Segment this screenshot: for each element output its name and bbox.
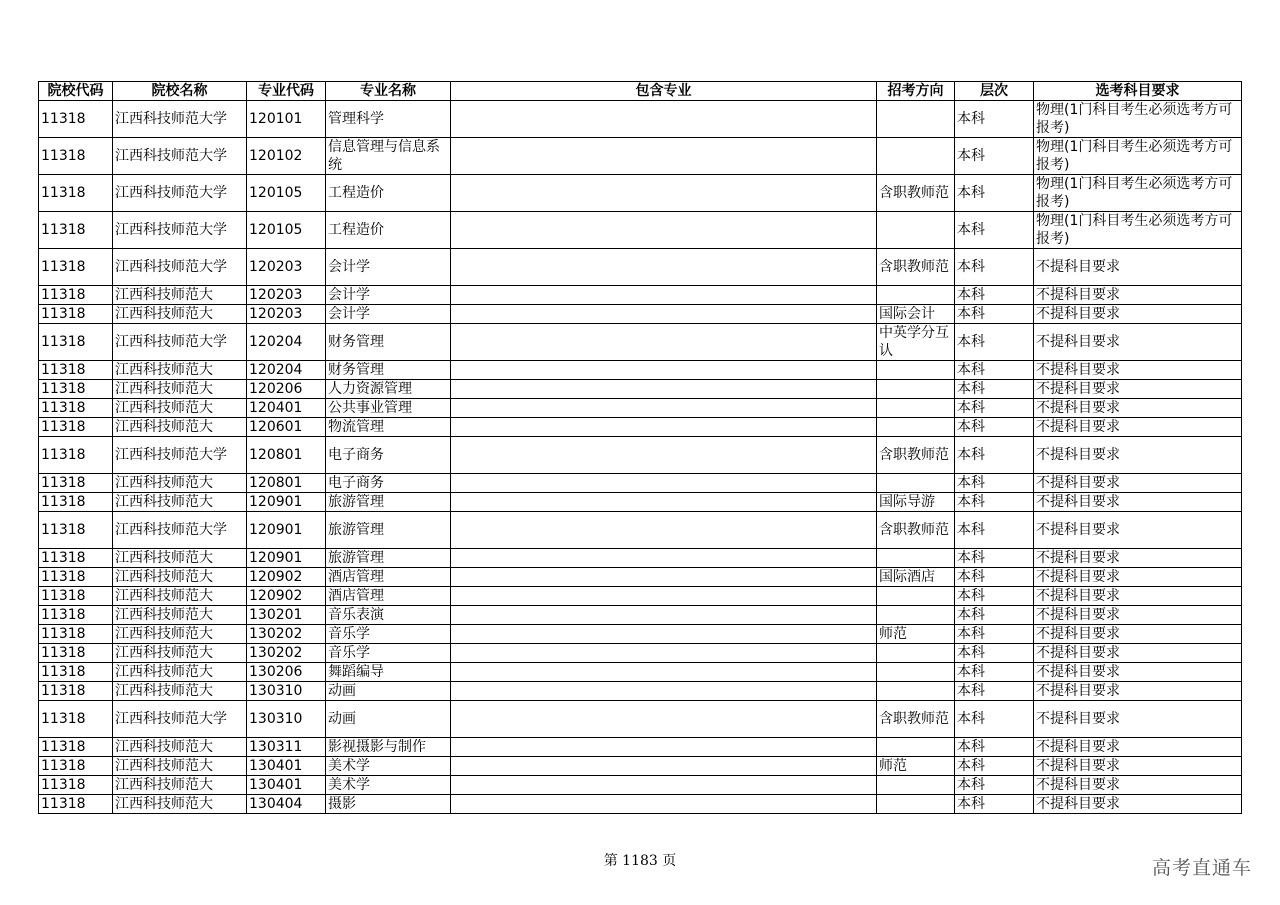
cell-major-code: 120902 <box>247 587 326 606</box>
table-row <box>39 682 1242 701</box>
cell-major-name: 旅游管理 <box>326 493 451 512</box>
cell-school-code: 11318 <box>39 380 113 399</box>
cell-school-name: 江西科技师范大学 <box>113 701 247 738</box>
cell-school-name: 江西科技师范大 <box>113 795 247 814</box>
cell-major-name: 旅游管理 <box>326 512 451 549</box>
table-row <box>39 587 1242 606</box>
cell-included-majors <box>451 380 877 399</box>
page-number: 第 1183 页 <box>603 853 677 869</box>
table-row <box>39 437 1242 474</box>
cell-level: 本科 <box>955 474 1034 493</box>
cell-school-name: 江西科技师范大 <box>113 738 247 757</box>
cell-school-code: 11318 <box>39 286 113 305</box>
cell-major-name: 人力资源管理 <box>326 380 451 399</box>
header-major-name: 专业名称 <box>326 82 451 101</box>
cell-admission-direction <box>877 663 955 682</box>
cell-admission-direction: 国际酒店 <box>877 568 955 587</box>
cell-subject-requirement: 不提科目要求 <box>1034 380 1242 399</box>
cell-level: 本科 <box>955 568 1034 587</box>
cell-included-majors <box>451 418 877 437</box>
cell-subject-requirement: 不提科目要求 <box>1034 776 1242 795</box>
cell-admission-direction <box>877 795 955 814</box>
cell-subject-requirement: 不提科目要求 <box>1034 663 1242 682</box>
table-row <box>39 606 1242 625</box>
table-row <box>39 361 1242 380</box>
cell-subject-requirement: 不提科目要求 <box>1034 606 1242 625</box>
table-row <box>39 249 1242 286</box>
cell-included-majors <box>451 776 877 795</box>
cell-school-name: 江西科技师范大 <box>113 418 247 437</box>
cell-admission-direction <box>877 474 955 493</box>
cell-included-majors <box>451 682 877 701</box>
cell-subject-requirement: 不提科目要求 <box>1034 286 1242 305</box>
cell-subject-requirement: 不提科目要求 <box>1034 249 1242 286</box>
cell-subject-requirement: 不提科目要求 <box>1034 399 1242 418</box>
cell-major-name: 电子商务 <box>326 474 451 493</box>
cell-included-majors <box>451 138 877 175</box>
cell-major-code: 120901 <box>247 493 326 512</box>
cell-school-code: 11318 <box>39 493 113 512</box>
cell-subject-requirement: 不提科目要求 <box>1034 418 1242 437</box>
table-row <box>39 212 1242 249</box>
cell-admission-direction: 含职教师范 <box>877 512 955 549</box>
cell-major-code: 130404 <box>247 795 326 814</box>
cell-major-code: 120204 <box>247 324 326 361</box>
table-row <box>39 795 1242 814</box>
cell-admission-direction: 中英学分互认 <box>877 324 955 361</box>
cell-admission-direction <box>877 212 955 249</box>
cell-major-name: 酒店管理 <box>326 587 451 606</box>
table-row <box>39 286 1242 305</box>
cell-subject-requirement: 物理(1门科目考生必须选考方可报考) <box>1034 212 1242 249</box>
header-included-majors: 包含专业 <box>451 82 877 101</box>
cell-school-code: 11318 <box>39 549 113 568</box>
cell-major-code: 130201 <box>247 606 326 625</box>
cell-major-code: 130311 <box>247 738 326 757</box>
table-row <box>39 701 1242 738</box>
cell-major-code: 120901 <box>247 549 326 568</box>
cell-admission-direction: 含职教师范 <box>877 175 955 212</box>
cell-subject-requirement: 不提科目要求 <box>1034 324 1242 361</box>
cell-level: 本科 <box>955 286 1034 305</box>
table-row <box>39 474 1242 493</box>
cell-level: 本科 <box>955 175 1034 212</box>
cell-major-code: 120203 <box>247 305 326 324</box>
cell-major-code: 120101 <box>247 101 326 138</box>
cell-admission-direction <box>877 138 955 175</box>
cell-level: 本科 <box>955 418 1034 437</box>
cell-school-name: 江西科技师范大 <box>113 474 247 493</box>
cell-included-majors <box>451 795 877 814</box>
cell-subject-requirement: 不提科目要求 <box>1034 437 1242 474</box>
cell-included-majors <box>451 249 877 286</box>
cell-major-code: 120206 <box>247 380 326 399</box>
cell-school-code: 11318 <box>39 399 113 418</box>
cell-major-name: 音乐表演 <box>326 606 451 625</box>
cell-included-majors <box>451 701 877 738</box>
cell-major-code: 130206 <box>247 663 326 682</box>
cell-subject-requirement: 不提科目要求 <box>1034 568 1242 587</box>
cell-major-name: 物流管理 <box>326 418 451 437</box>
cell-admission-direction <box>877 549 955 568</box>
cell-major-code: 120401 <box>247 399 326 418</box>
cell-major-name: 公共事业管理 <box>326 399 451 418</box>
cell-included-majors <box>451 512 877 549</box>
cell-major-name: 酒店管理 <box>326 568 451 587</box>
cell-school-code: 11318 <box>39 701 113 738</box>
cell-school-name: 江西科技师范大 <box>113 568 247 587</box>
cell-level: 本科 <box>955 757 1034 776</box>
table-row <box>39 175 1242 212</box>
table-row <box>39 380 1242 399</box>
header-admission-direction: 招考方向 <box>877 82 955 101</box>
table-row <box>39 101 1242 138</box>
header-school-code: 院校代码 <box>39 82 113 101</box>
header-major-code: 专业代码 <box>247 82 326 101</box>
cell-admission-direction: 师范 <box>877 757 955 776</box>
table-row <box>39 399 1242 418</box>
cell-school-code: 11318 <box>39 738 113 757</box>
cell-subject-requirement: 不提科目要求 <box>1034 625 1242 644</box>
cell-level: 本科 <box>955 625 1034 644</box>
cell-school-code: 11318 <box>39 249 113 286</box>
cell-school-code: 11318 <box>39 474 113 493</box>
cell-school-name: 江西科技师范大 <box>113 663 247 682</box>
cell-major-name: 会计学 <box>326 305 451 324</box>
table-row <box>39 305 1242 324</box>
cell-admission-direction: 师范 <box>877 625 955 644</box>
cell-level: 本科 <box>955 212 1034 249</box>
cell-school-code: 11318 <box>39 138 113 175</box>
cell-major-code: 130310 <box>247 701 326 738</box>
cell-subject-requirement: 不提科目要求 <box>1034 644 1242 663</box>
cell-school-name: 江西科技师范大 <box>113 644 247 663</box>
cell-school-name: 江西科技师范大 <box>113 682 247 701</box>
cell-major-name: 工程造价 <box>326 175 451 212</box>
cell-level: 本科 <box>955 738 1034 757</box>
watermark: 高考直通车 <box>1151 857 1252 879</box>
cell-school-name: 江西科技师范大 <box>113 776 247 795</box>
cell-admission-direction <box>877 587 955 606</box>
table-header-row <box>39 82 1242 101</box>
cell-school-code: 11318 <box>39 437 113 474</box>
cell-major-code: 120801 <box>247 474 326 493</box>
cell-school-code: 11318 <box>39 663 113 682</box>
cell-level: 本科 <box>955 644 1034 663</box>
cell-level: 本科 <box>955 249 1034 286</box>
cell-admission-direction <box>877 606 955 625</box>
header-subject-requirement: 选考科目要求 <box>1034 82 1242 101</box>
cell-admission-direction <box>877 738 955 757</box>
cell-level: 本科 <box>955 701 1034 738</box>
cell-major-name: 动画 <box>326 682 451 701</box>
cell-school-name: 江西科技师范大 <box>113 757 247 776</box>
cell-included-majors <box>451 493 877 512</box>
cell-level: 本科 <box>955 138 1034 175</box>
cell-admission-direction <box>877 682 955 701</box>
cell-major-name: 会计学 <box>326 249 451 286</box>
table-row <box>39 493 1242 512</box>
cell-subject-requirement: 不提科目要求 <box>1034 549 1242 568</box>
cell-school-code: 11318 <box>39 757 113 776</box>
table-row <box>39 138 1242 175</box>
cell-school-code: 11318 <box>39 418 113 437</box>
cell-included-majors <box>451 101 877 138</box>
cell-subject-requirement: 不提科目要求 <box>1034 738 1242 757</box>
cell-major-code: 130202 <box>247 625 326 644</box>
cell-admission-direction: 含职教师范 <box>877 701 955 738</box>
cell-major-name: 美术学 <box>326 757 451 776</box>
cell-level: 本科 <box>955 682 1034 701</box>
cell-school-name: 江西科技师范大 <box>113 625 247 644</box>
cell-subject-requirement: 物理(1门科目考生必须选考方可报考) <box>1034 101 1242 138</box>
table-row <box>39 418 1242 437</box>
cell-major-code: 120102 <box>247 138 326 175</box>
cell-school-name: 江西科技师范大 <box>113 286 247 305</box>
cell-admission-direction: 国际导游 <box>877 493 955 512</box>
cell-school-name: 江西科技师范大学 <box>113 101 247 138</box>
cell-included-majors <box>451 606 877 625</box>
table-row <box>39 738 1242 757</box>
cell-admission-direction <box>877 418 955 437</box>
cell-school-name: 江西科技师范大 <box>113 361 247 380</box>
cell-school-name: 江西科技师范大 <box>113 493 247 512</box>
cell-school-name: 江西科技师范大 <box>113 399 247 418</box>
cell-included-majors <box>451 757 877 776</box>
cell-school-name: 江西科技师范大 <box>113 606 247 625</box>
cell-included-majors <box>451 587 877 606</box>
cell-level: 本科 <box>955 101 1034 138</box>
cell-major-code: 120203 <box>247 249 326 286</box>
cell-included-majors <box>451 175 877 212</box>
cell-school-code: 11318 <box>39 305 113 324</box>
cell-admission-direction <box>877 101 955 138</box>
cell-included-majors <box>451 663 877 682</box>
table-row <box>39 568 1242 587</box>
cell-included-majors <box>451 361 877 380</box>
cell-level: 本科 <box>955 795 1034 814</box>
cell-school-code: 11318 <box>39 324 113 361</box>
cell-included-majors <box>451 399 877 418</box>
cell-level: 本科 <box>955 606 1034 625</box>
table-row <box>39 512 1242 549</box>
cell-school-code: 11318 <box>39 101 113 138</box>
cell-school-name: 江西科技师范大学 <box>113 437 247 474</box>
cell-major-name: 工程造价 <box>326 212 451 249</box>
cell-school-code: 11318 <box>39 587 113 606</box>
cell-major-code: 130310 <box>247 682 326 701</box>
cell-level: 本科 <box>955 587 1034 606</box>
cell-school-name: 江西科技师范大 <box>113 305 247 324</box>
cell-included-majors <box>451 324 877 361</box>
cell-major-code: 130401 <box>247 776 326 795</box>
cell-admission-direction: 国际会计 <box>877 305 955 324</box>
cell-school-code: 11318 <box>39 682 113 701</box>
cell-subject-requirement: 不提科目要求 <box>1034 757 1242 776</box>
cell-school-code: 11318 <box>39 361 113 380</box>
cell-school-name: 江西科技师范大 <box>113 549 247 568</box>
cell-admission-direction <box>877 644 955 663</box>
cell-school-name: 江西科技师范大 <box>113 380 247 399</box>
cell-major-code: 120801 <box>247 437 326 474</box>
cell-major-name: 影视摄影与制作 <box>326 738 451 757</box>
cell-admission-direction: 含职教师范 <box>877 437 955 474</box>
cell-level: 本科 <box>955 380 1034 399</box>
cell-admission-direction <box>877 380 955 399</box>
cell-subject-requirement: 不提科目要求 <box>1034 493 1242 512</box>
table-row <box>39 757 1242 776</box>
cell-admission-direction <box>877 361 955 380</box>
table-row <box>39 324 1242 361</box>
cell-subject-requirement: 不提科目要求 <box>1034 512 1242 549</box>
cell-school-name: 江西科技师范大学 <box>113 138 247 175</box>
cell-admission-direction <box>877 286 955 305</box>
cell-school-name: 江西科技师范大 <box>113 587 247 606</box>
cell-level: 本科 <box>955 776 1034 795</box>
cell-major-code: 120204 <box>247 361 326 380</box>
cell-school-name: 江西科技师范大学 <box>113 249 247 286</box>
cell-admission-direction <box>877 399 955 418</box>
cell-level: 本科 <box>955 549 1034 568</box>
cell-admission-direction <box>877 776 955 795</box>
cell-major-code: 120601 <box>247 418 326 437</box>
cell-subject-requirement: 不提科目要求 <box>1034 361 1242 380</box>
cell-school-name: 江西科技师范大学 <box>113 212 247 249</box>
cell-subject-requirement: 不提科目要求 <box>1034 474 1242 493</box>
table-body <box>39 101 1242 814</box>
cell-included-majors <box>451 474 877 493</box>
cell-major-name: 音乐学 <box>326 644 451 663</box>
cell-included-majors <box>451 644 877 663</box>
cell-major-name: 旅游管理 <box>326 549 451 568</box>
cell-included-majors <box>451 568 877 587</box>
cell-major-code: 120105 <box>247 175 326 212</box>
cell-school-name: 江西科技师范大学 <box>113 324 247 361</box>
cell-subject-requirement: 不提科目要求 <box>1034 701 1242 738</box>
cell-major-name: 电子商务 <box>326 437 451 474</box>
cell-school-name: 江西科技师范大学 <box>113 512 247 549</box>
cell-included-majors <box>451 738 877 757</box>
cell-level: 本科 <box>955 493 1034 512</box>
cell-major-code: 120901 <box>247 512 326 549</box>
cell-level: 本科 <box>955 399 1034 418</box>
table-row <box>39 549 1242 568</box>
cell-subject-requirement: 不提科目要求 <box>1034 305 1242 324</box>
cell-school-code: 11318 <box>39 644 113 663</box>
cell-school-code: 11318 <box>39 795 113 814</box>
table-row <box>39 625 1242 644</box>
cell-major-code: 130401 <box>247 757 326 776</box>
cell-subject-requirement: 不提科目要求 <box>1034 682 1242 701</box>
cell-major-name: 财务管理 <box>326 361 451 380</box>
cell-included-majors <box>451 437 877 474</box>
cell-included-majors <box>451 305 877 324</box>
cell-included-majors <box>451 212 877 249</box>
cell-level: 本科 <box>955 512 1034 549</box>
header-level: 层次 <box>955 82 1034 101</box>
cell-major-code: 130202 <box>247 644 326 663</box>
admissions-table <box>38 81 1242 814</box>
table-row <box>39 663 1242 682</box>
cell-included-majors <box>451 625 877 644</box>
table-row <box>39 644 1242 663</box>
cell-included-majors <box>451 549 877 568</box>
cell-school-code: 11318 <box>39 568 113 587</box>
cell-subject-requirement: 物理(1门科目考生必须选考方可报考) <box>1034 138 1242 175</box>
cell-major-name: 信息管理与信息系统 <box>326 138 451 175</box>
cell-subject-requirement: 物理(1门科目考生必须选考方可报考) <box>1034 175 1242 212</box>
cell-level: 本科 <box>955 305 1034 324</box>
cell-included-majors <box>451 286 877 305</box>
header-school-name: 院校名称 <box>113 82 247 101</box>
cell-major-name: 财务管理 <box>326 324 451 361</box>
cell-school-code: 11318 <box>39 175 113 212</box>
cell-major-name: 管理科学 <box>326 101 451 138</box>
cell-subject-requirement: 不提科目要求 <box>1034 795 1242 814</box>
cell-school-code: 11318 <box>39 625 113 644</box>
cell-major-name: 美术学 <box>326 776 451 795</box>
cell-school-code: 11318 <box>39 776 113 795</box>
cell-major-name: 舞蹈编导 <box>326 663 451 682</box>
cell-subject-requirement: 不提科目要求 <box>1034 587 1242 606</box>
cell-school-code: 11318 <box>39 212 113 249</box>
cell-level: 本科 <box>955 324 1034 361</box>
table-row <box>39 776 1242 795</box>
cell-major-code: 120902 <box>247 568 326 587</box>
cell-major-name: 音乐学 <box>326 625 451 644</box>
cell-major-name: 摄影 <box>326 795 451 814</box>
cell-major-name: 动画 <box>326 701 451 738</box>
cell-major-name: 会计学 <box>326 286 451 305</box>
cell-level: 本科 <box>955 663 1034 682</box>
cell-admission-direction: 含职教师范 <box>877 249 955 286</box>
cell-major-code: 120203 <box>247 286 326 305</box>
cell-level: 本科 <box>955 361 1034 380</box>
cell-major-code: 120105 <box>247 212 326 249</box>
cell-school-code: 11318 <box>39 512 113 549</box>
cell-level: 本科 <box>955 437 1034 474</box>
cell-school-code: 11318 <box>39 606 113 625</box>
cell-school-name: 江西科技师范大学 <box>113 175 247 212</box>
